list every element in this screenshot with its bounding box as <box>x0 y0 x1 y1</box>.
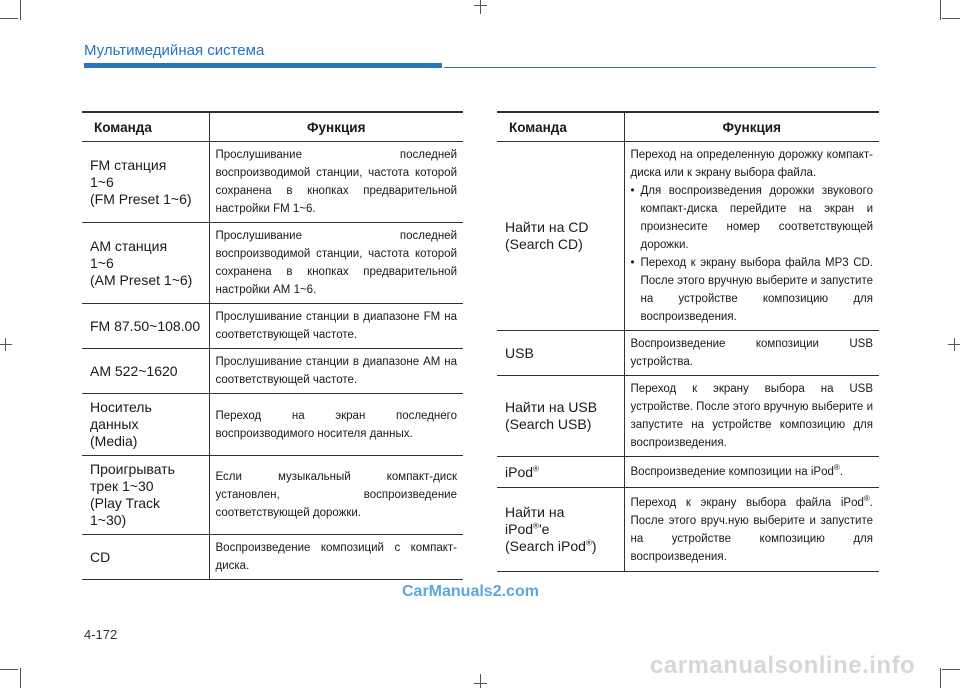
function-text: . После этого вруч.ную выберите и запустите на устройстве композицию для воспроизведения. <box>630 496 873 563</box>
command-cell: Найти на USB (Search USB) <box>497 376 624 457</box>
table-row <box>82 304 463 349</box>
table-row <box>82 394 463 456</box>
column-header-command: Команда <box>82 112 209 142</box>
crop-mark <box>20 0 21 20</box>
function-cell <box>624 457 879 488</box>
command-text: ) <box>591 538 597 554</box>
command-cell: USB <box>497 331 624 376</box>
column-header-function: Функция <box>209 112 463 142</box>
bullet-marker: • <box>630 257 635 269</box>
registered-mark: ® <box>833 463 840 473</box>
command-cell: AM 522~1620 <box>82 349 209 394</box>
crop-mark <box>0 344 12 345</box>
command-cell: CD <box>82 535 209 580</box>
command-cell <box>497 457 624 488</box>
table-row <box>497 457 879 488</box>
function-cell <box>624 488 879 572</box>
command-cell: FM 87.50~108.00 <box>82 304 209 349</box>
function-cell: Воспроизведение композиции USB устройства. <box>624 331 879 376</box>
command-cell: Найти на CD (Search CD) <box>497 142 624 331</box>
right-command-table <box>497 111 879 572</box>
table-row <box>497 376 879 457</box>
command-cell: AM станция 1~6 (AM Preset 1~6) <box>82 223 209 304</box>
function-text-end: . <box>839 466 843 478</box>
table-row <box>82 142 463 223</box>
crop-mark <box>0 18 18 19</box>
command-cell <box>497 488 624 572</box>
command-cell: Проигрывать трек 1~30 (Play Track 1~30) <box>82 456 209 535</box>
crop-mark <box>474 683 487 684</box>
function-cell: Прослушивание последней воспроизводимой станции, частота которой сохранена в кнопках предварительной настройки AM 1~6. <box>209 223 463 304</box>
table-row <box>497 331 879 376</box>
header-rule <box>444 67 876 68</box>
column-header-command: Команда <box>497 112 624 142</box>
function-cell: Прослушивание последней воспроизводимой станции, частота которой сохранена в кнопках предварительной настройки FM 1~6. <box>209 142 463 223</box>
bullet-text: Для воспроизведения дорожки звукового компакт-диска перейдите на экран и произнесите номер соответствующей дорожки. <box>640 185 873 251</box>
table-row <box>497 488 879 572</box>
table-row <box>82 349 463 394</box>
crop-mark <box>942 18 960 19</box>
function-cell: Переход на экран последнего воспроизводимого носителя данных. <box>209 394 463 456</box>
table-header-row <box>82 112 463 142</box>
crop-mark <box>954 338 955 351</box>
crop-mark <box>20 668 21 688</box>
bullet-item <box>631 254 874 326</box>
function-cell <box>624 142 879 331</box>
function-intro: Переход на определенную дорожку компакт-диска или к экрану выбора файла. <box>630 149 873 179</box>
crop-mark <box>480 674 481 688</box>
header-accent-bar <box>84 63 442 68</box>
command-text: iPod <box>505 463 534 480</box>
function-cell: Прослушивание станции в диапазоне FM на соответствующей частоте. <box>209 304 463 349</box>
crop-mark <box>474 5 487 6</box>
bullet-item <box>631 182 874 254</box>
crop-mark <box>940 0 941 20</box>
function-cell: Переход к экрану выбора на USB устройстве. После этого вручную выберите и запустите на устройстве композицию для воспроизведения. <box>624 376 879 457</box>
function-cell: Воспроизведение композиций с компакт-диска. <box>215 542 457 572</box>
table-row <box>497 142 879 331</box>
table-row <box>82 456 463 535</box>
crop-mark <box>0 669 18 670</box>
footer-watermark: carmanualsonline.info <box>650 652 916 679</box>
crop-mark <box>5 338 6 351</box>
page-number: 4-172 <box>84 627 118 642</box>
left-command-table <box>82 111 463 580</box>
function-text: Переход к экрану выбора файла iPod <box>630 496 864 509</box>
function-cell: Если музыкальный компакт-диск установлен, воспроизведение соответствующей дорожки. <box>209 456 463 535</box>
crop-mark <box>480 0 481 14</box>
command-cell: Носитель данных (Media) <box>82 394 209 456</box>
registered-mark: ® <box>863 493 870 503</box>
registered-mark: ® <box>533 463 539 473</box>
command-text: 'e (Search iPod <box>505 521 586 554</box>
table-row <box>82 223 463 304</box>
bullet-marker: • <box>630 185 635 197</box>
section-title: Мультимедийная система <box>84 42 265 59</box>
crop-mark <box>942 669 960 670</box>
command-cell: FM станция 1~6 (FM Preset 1~6) <box>82 142 209 223</box>
registered-mark: ® <box>533 521 539 531</box>
function-text: Воспроизведение композиции на iPod <box>630 466 834 478</box>
function-cell: Прослушивание станции в диапазоне AM на соответствующей частоте. <box>209 349 463 394</box>
command-text: Найти на iPod <box>505 504 565 537</box>
watermark-link[interactable]: CarManuals2.com <box>402 583 539 600</box>
crop-mark <box>940 668 941 688</box>
registered-mark: ® <box>585 538 592 548</box>
column-header-function: Функция <box>624 112 879 142</box>
bullet-text: Переход к экрану выбора файла MP3 CD. После этого вручную выберите и запустите на устройстве композицию для воспроизведения. <box>640 257 873 323</box>
table-row <box>82 535 463 580</box>
table-header-row <box>497 112 879 142</box>
